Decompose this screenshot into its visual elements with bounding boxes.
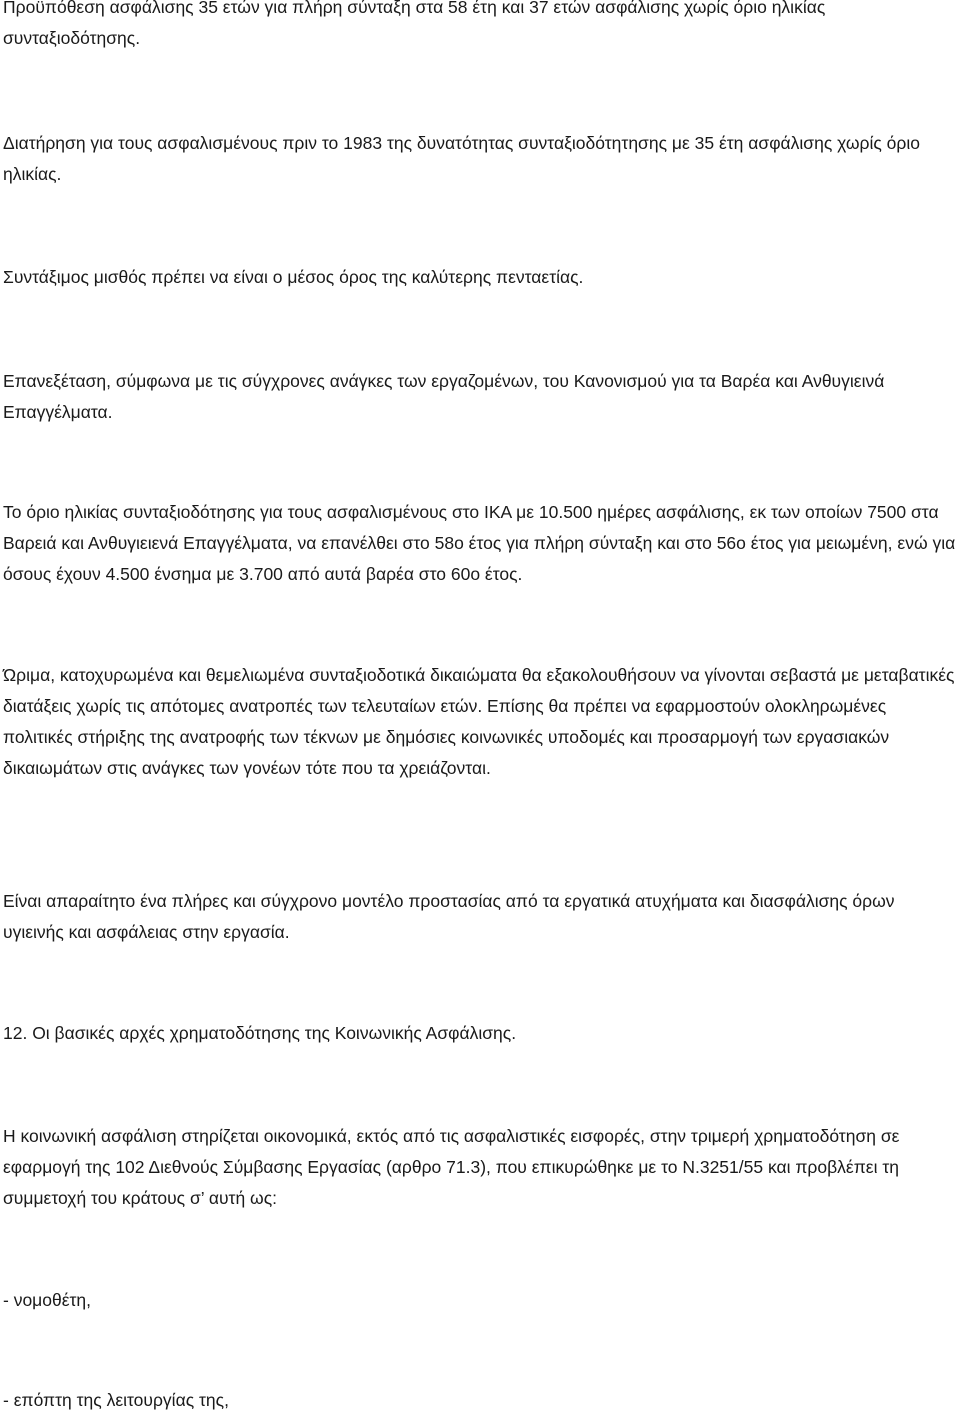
paragraph-pre-1983-insured: Διατήρηση για τους ασφαλισμένους πριν το 1983 της δυνατότητας συνταξιοδότητησης με 35 έτη ασφάλισης χωρίς όριο ηλικίας. xyxy=(3,133,920,184)
paragraph-vested-rights: Ώριμα, κατοχυρωμένα και θεμελιωμένα συνταξιοδοτικά δικαιώματα θα εξακολουθήσουν να γίνονται σεβαστά με μεταβατικές διατάξεις χωρίς τις απότομες ανατροπές των τελευταίων ετών. Επίσης θα πρέπει να εφαρμοστούν ολοκληρωμένες πολιτικές στήριξης της ανατροφής των τέκνων με δημόσιες κοινωνικές υποδομές και προσαρμογή των εργασιακών δικαιωμάτων στις ανάγκες των γονέων τότε που τα χρειάζονται. xyxy=(3,665,955,778)
list-item-legislator: - νομοθέτη, xyxy=(3,1290,92,1310)
paragraph-insurance-35-years: Προϋπόθεση ασφάλισης 35 ετών για πλήρη σύνταξη στα 58 έτη και 37 ετών ασφάλισης χωρίς όριο ηλικίας συνταξιοδότησης. xyxy=(3,0,826,48)
paragraph-ika-age-limit: Το όριο ηλικίας συνταξιοδότησης για τους ασφαλισμένους στο ΙΚΑ με 10.500 ημέρες ασφάλισης, εκ των οποίων 7500 στα Βαρειά και Ανθυγιειενά Επαγγέλματα, να επανέλθει στο 58ο έτος για πλήρη σύνταξη και στο 56ο έτος για μειωμένη, ενώ για όσους έχουν 4.500 ένσημα με 3.700 από αυτά βαρέα στο 60ο έτος. xyxy=(3,502,956,584)
paragraph-work-accidents: Είναι απαραίτητο ένα πλήρες και σύγχρονο μοντέλο προστασίας από τα εργατικά ατυχήματα και διασφάλισης όρων υγιεινής και ασφάλειας στην εργασία. xyxy=(3,891,895,942)
list-item-supervisor: - επόπτη της λειτουργίας της, xyxy=(3,1390,229,1410)
section-heading-financing: 12. Οι βασικές αρχές χρηματοδότησης της Κοινωνικής Ασφάλισης. xyxy=(3,1023,517,1043)
paragraph-heavy-professions-review: Επανεξέταση, σύμφωνα με τις σύγχρονες ανάγκες των εργαζομένων, του Κανονισμού για τα Βαρέα και Ανθυγιεινά Επαγγέλματα. xyxy=(3,371,885,422)
paragraph-pensionable-salary: Συντάξιμος μισθός πρέπει να είναι ο μέσος όρος της καλύτερης πενταετίας. xyxy=(3,267,584,287)
paragraph-tripartite-financing: Η κοινωνική ασφάλιση στηρίζεται οικονομικά, εκτός από τις ασφαλιστικές εισφορές, στην τριμερή χρηματοδότηση σε εφαρμογή της 102 Διεθνούς Σύμβασης Εργασίας (αρθρο 71.3), που επικυρώθηκε με το Ν.3251/55 και προβλέπει τη συμμετοχή του κράτους σ’ αυτή ως: xyxy=(3,1126,900,1208)
